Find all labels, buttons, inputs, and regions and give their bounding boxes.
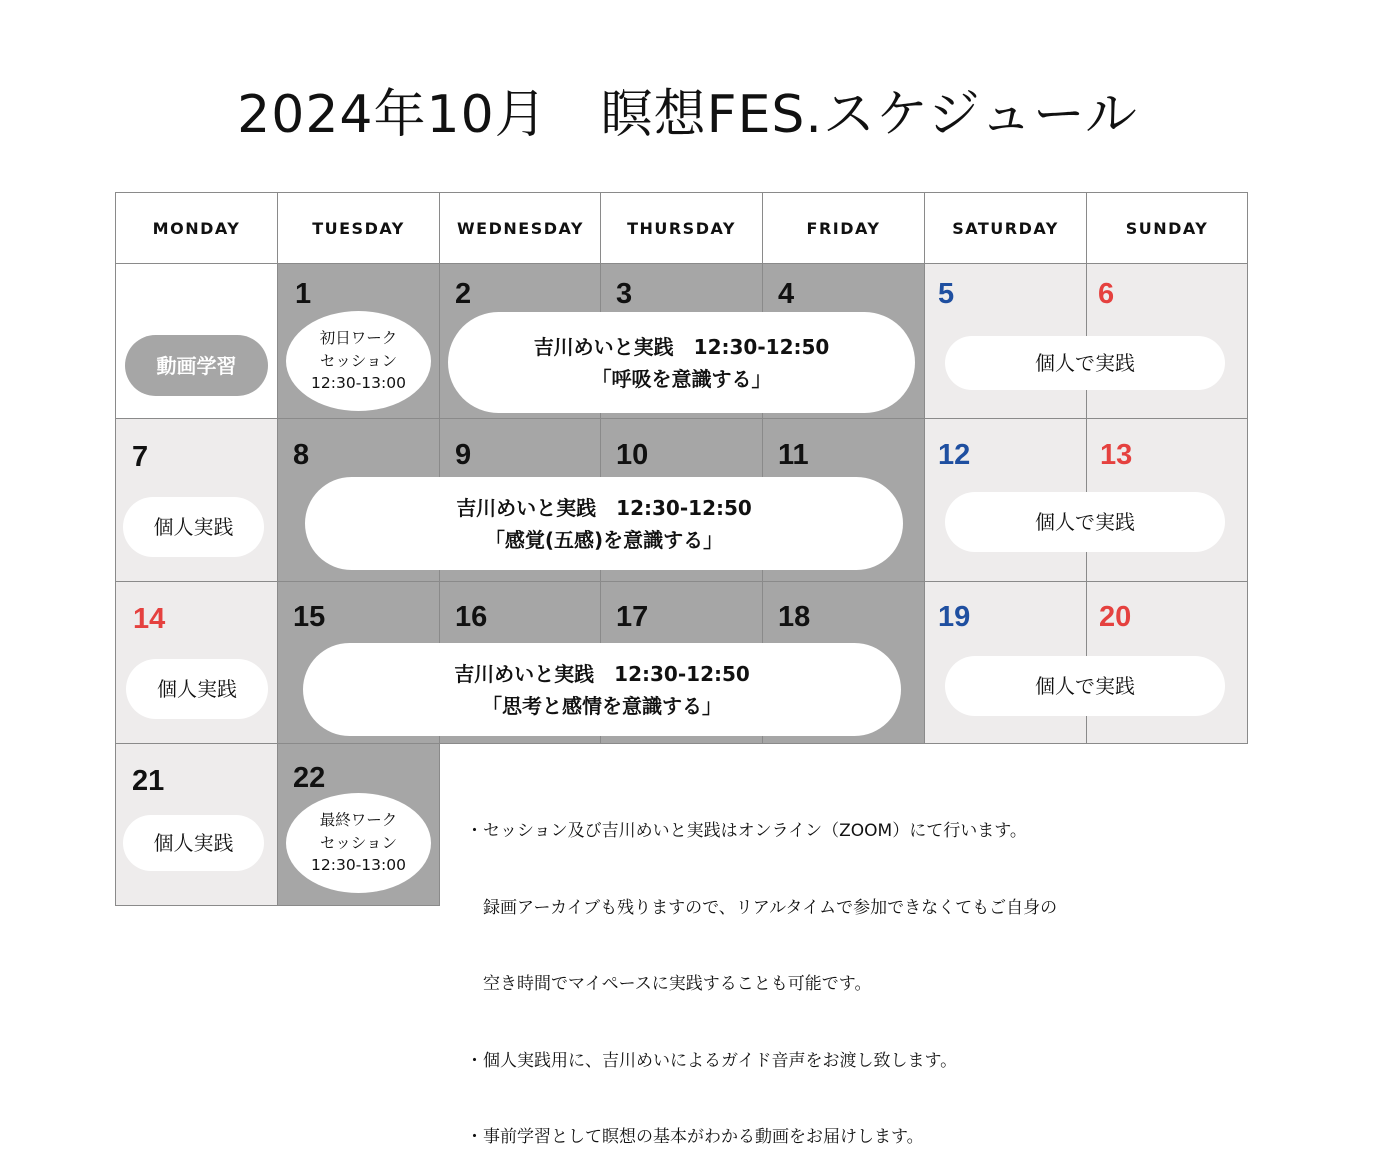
practice-time: 吉川めいと実践 12:30-12:50 — [454, 661, 750, 686]
day-number: 14 — [133, 603, 166, 635]
day-number: 3 — [616, 278, 633, 310]
day-number: 11 — [778, 439, 809, 471]
day-number: 16 — [455, 601, 488, 633]
practice-theme: 「感覚(五感)を意識する」 — [484, 527, 724, 552]
weekday-monday: MONDAY — [115, 192, 278, 264]
practice-week3-banner — [303, 643, 901, 736]
day-number: 4 — [778, 278, 795, 310]
weekend-practice-label: 個人で実践 — [1035, 674, 1135, 698]
day-number: 10 — [616, 439, 649, 471]
weekend-practice-badge — [945, 336, 1225, 390]
first-session-badge — [286, 311, 431, 411]
session-line: 12:30-13:00 — [311, 856, 406, 875]
day-number: 7 — [132, 441, 149, 473]
day-number: 17 — [616, 601, 649, 633]
session-line: セッション — [319, 351, 398, 370]
note-line: ・セッション及び吉川めいと実践はオンライン（ZOOM）にて行います。 — [466, 821, 1027, 841]
practice-theme: 「思考と感情を意識する」 — [482, 693, 722, 718]
weekday-tuesday: TUESDAY — [277, 192, 440, 264]
weekend-practice-badge — [945, 492, 1225, 552]
video-study-label: 動画学習 — [156, 353, 237, 378]
session-line: セッション — [319, 833, 398, 852]
day-number: 21 — [132, 765, 165, 797]
practice-week2-banner — [305, 477, 903, 570]
day-number: 6 — [1098, 278, 1115, 310]
weekend-practice-label: 個人で実践 — [1035, 510, 1135, 534]
day-number: 1 — [295, 278, 312, 310]
self-practice-badge — [126, 659, 268, 719]
session-line: 初日ワーク — [319, 329, 398, 348]
weekday-friday: FRIDAY — [762, 192, 925, 264]
weekday-saturday: SATURDAY — [924, 192, 1087, 264]
video-study-badge — [125, 335, 268, 396]
note-line: ・個人実践用に、吉川めいによるガイド音声をお渡し致します。 — [466, 1050, 958, 1071]
page-title: 2024年10月 瞑想FES.スケジュール — [237, 85, 1138, 145]
day-number: 12 — [938, 439, 971, 471]
practice-theme: 「呼吸を意識する」 — [591, 366, 772, 391]
weekend-practice-label: 個人で実践 — [1035, 351, 1135, 375]
day-number: 9 — [455, 439, 472, 471]
weekday-wednesday: WEDNESDAY — [439, 192, 602, 264]
day-number: 19 — [938, 601, 971, 633]
self-practice-label: 個人実践 — [153, 831, 234, 855]
day-number: 8 — [293, 439, 310, 471]
practice-time: 吉川めいと実践 12:30-12:50 — [456, 495, 752, 520]
session-line: 最終ワーク — [319, 811, 398, 830]
day-number: 15 — [293, 601, 326, 633]
self-practice-badge — [123, 497, 264, 557]
self-practice-label: 個人実践 — [153, 515, 234, 539]
session-line: 12:30-13:00 — [311, 374, 406, 393]
note-line: ・事前学習として瞑想の基本がわかる動画をお届けします。 — [466, 1127, 924, 1147]
self-practice-badge — [123, 815, 264, 871]
day-number: 13 — [1100, 439, 1133, 471]
self-practice-label: 個人実践 — [157, 677, 237, 701]
notes — [466, 768, 1166, 1176]
weekday-sunday: SUNDAY — [1086, 192, 1248, 264]
day-number: 18 — [778, 601, 811, 633]
note-line: 空き時間でマイペースに実践することも可能です。 — [466, 974, 872, 994]
practice-time: 吉川めいと実践 12:30-12:50 — [533, 334, 830, 359]
practice-week1-banner — [448, 312, 915, 413]
last-session-badge — [286, 793, 431, 893]
day-number: 20 — [1099, 601, 1132, 633]
day-number: 2 — [455, 278, 472, 310]
day-number: 22 — [293, 762, 326, 794]
weekday-thursday: THURSDAY — [600, 192, 763, 264]
day-number: 5 — [938, 278, 955, 310]
weekend-practice-badge — [945, 656, 1225, 716]
note-line: 録画アーカイブも残りますので、リアルタイムで参加できなくてもご自身の — [466, 897, 1058, 918]
